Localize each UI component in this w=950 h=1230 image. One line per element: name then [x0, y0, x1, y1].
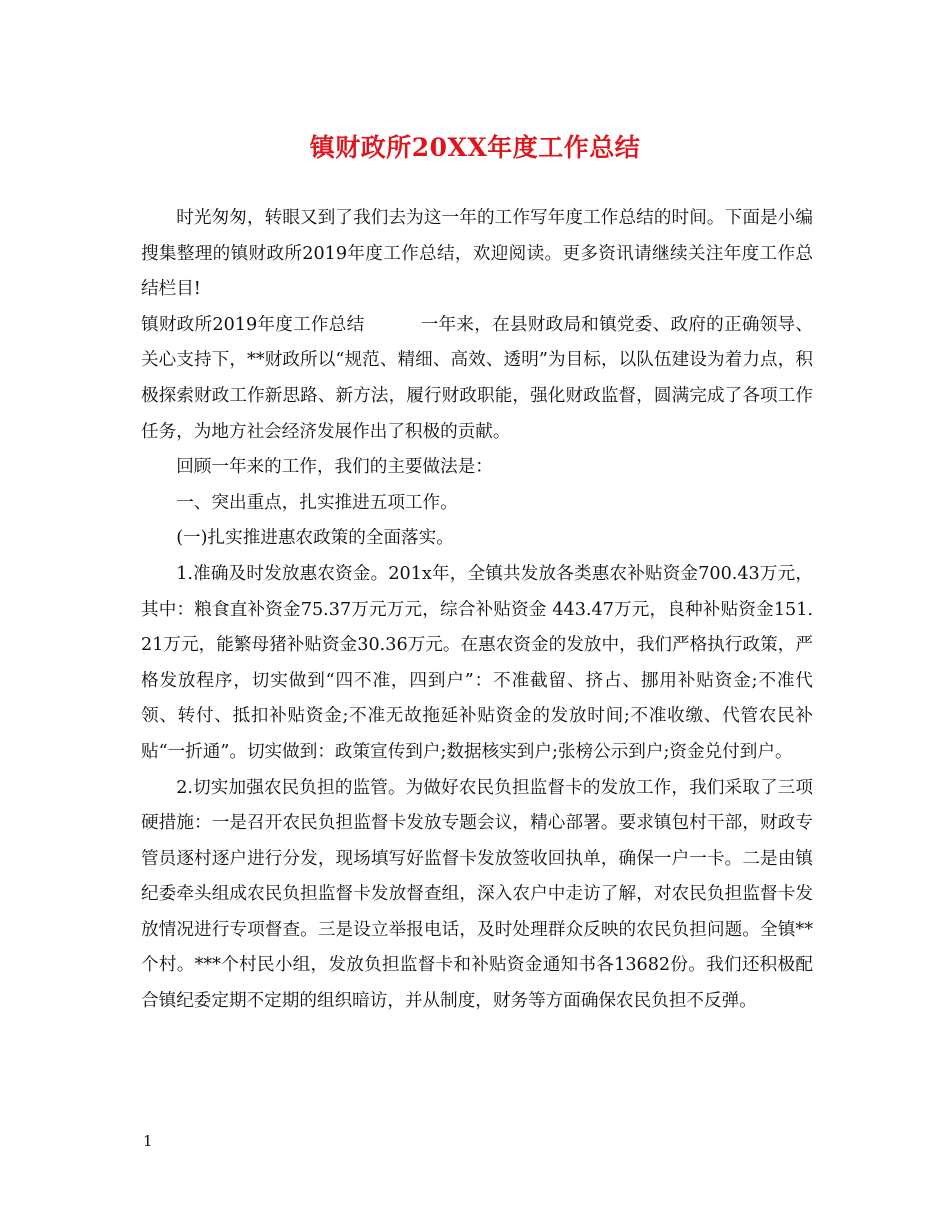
item-2-paragraph: 2.切实加强农民负担的监管。为做好农民负担监督卡的发放工作，我们采取了三项硬措施：一是召开农民负担监督卡发放专题会议，精心部署。要求镇包村干部，财政专管员逐村逐户进行分发，现场填写好监督卡发放签收回执单，确保一户一卡。二是由镇纪委牵头组成农民负担监督卡发放督查组，深入农户中走访了解，对农民负担监督卡发放情况进行专项督查。三是设立举报电话，及时处理群众反映的农民负担问题。全镇**个村。***个村民小组，发放负担监督卡和补贴资金通知书各13682份。我们还积极配合镇纪委定期不定期的组织暗访，并从制度，财务等方面确保农民负担不反弹。: [141, 777, 813, 1012]
summary-body: 一年来，在县财政局和镇党委、政府的正确领导、关心支持下，**财政所以“规范、精细、高效、透明”为目标，以队伍建设为着力点，积极探索财政工作新思路、新方法，履行财政职能，强化财政监督，圆满完成了各项工作任务，为地方社会经济发展作出了积极的贡献。: [141, 314, 813, 442]
page-number: 1: [143, 1132, 153, 1150]
section-heading-1: 一、突出重点，扎实推进五项工作。: [176, 492, 458, 513]
intro-paragraph: 时光匆匆，转眼又到了我们去为这一年的工作写年度工作总结的时间。下面是小编搜集整理的镇财政所2019年度工作总结，欢迎阅读。更多资讯请继续关注年度工作总结栏目!: [141, 208, 813, 300]
item-1-paragraph: 1.准确及时发放惠农资金。201x年，全镇共发放各类惠农补贴资金700.43万元，其中：粮食直补资金75.37万元万元，综合补贴资金 443.47万元，良种补贴资金151.21万元，能繁母猪补贴资金30.36万元。在惠农资金的发放中，我们严格执行政策，严格发放程序，切实做到“四不准，四到户”：不准截留、挤占、挪用补贴资金;不准代领、转付、抵扣补贴资金;不准无故拖延补贴资金的发放时间;不准收缴、代管农民补贴“一折通”。切实做到：政策宣传到户;数据核实到户;张榜公示到户;资金兑付到户。: [141, 563, 813, 762]
document-body: [141, 201, 813, 1020]
summary-paragraph: [141, 308, 813, 450]
document-title: 镇财政所20XX年度工作总结: [309, 133, 641, 162]
summary-label: 镇财政所2019年度工作总结: [141, 314, 365, 335]
subsection-heading-1: (一)扎实推进惠农政策的全面落实。: [176, 528, 454, 549]
review-paragraph: 回顾一年来的工作，我们的主要做法是：: [176, 457, 493, 478]
